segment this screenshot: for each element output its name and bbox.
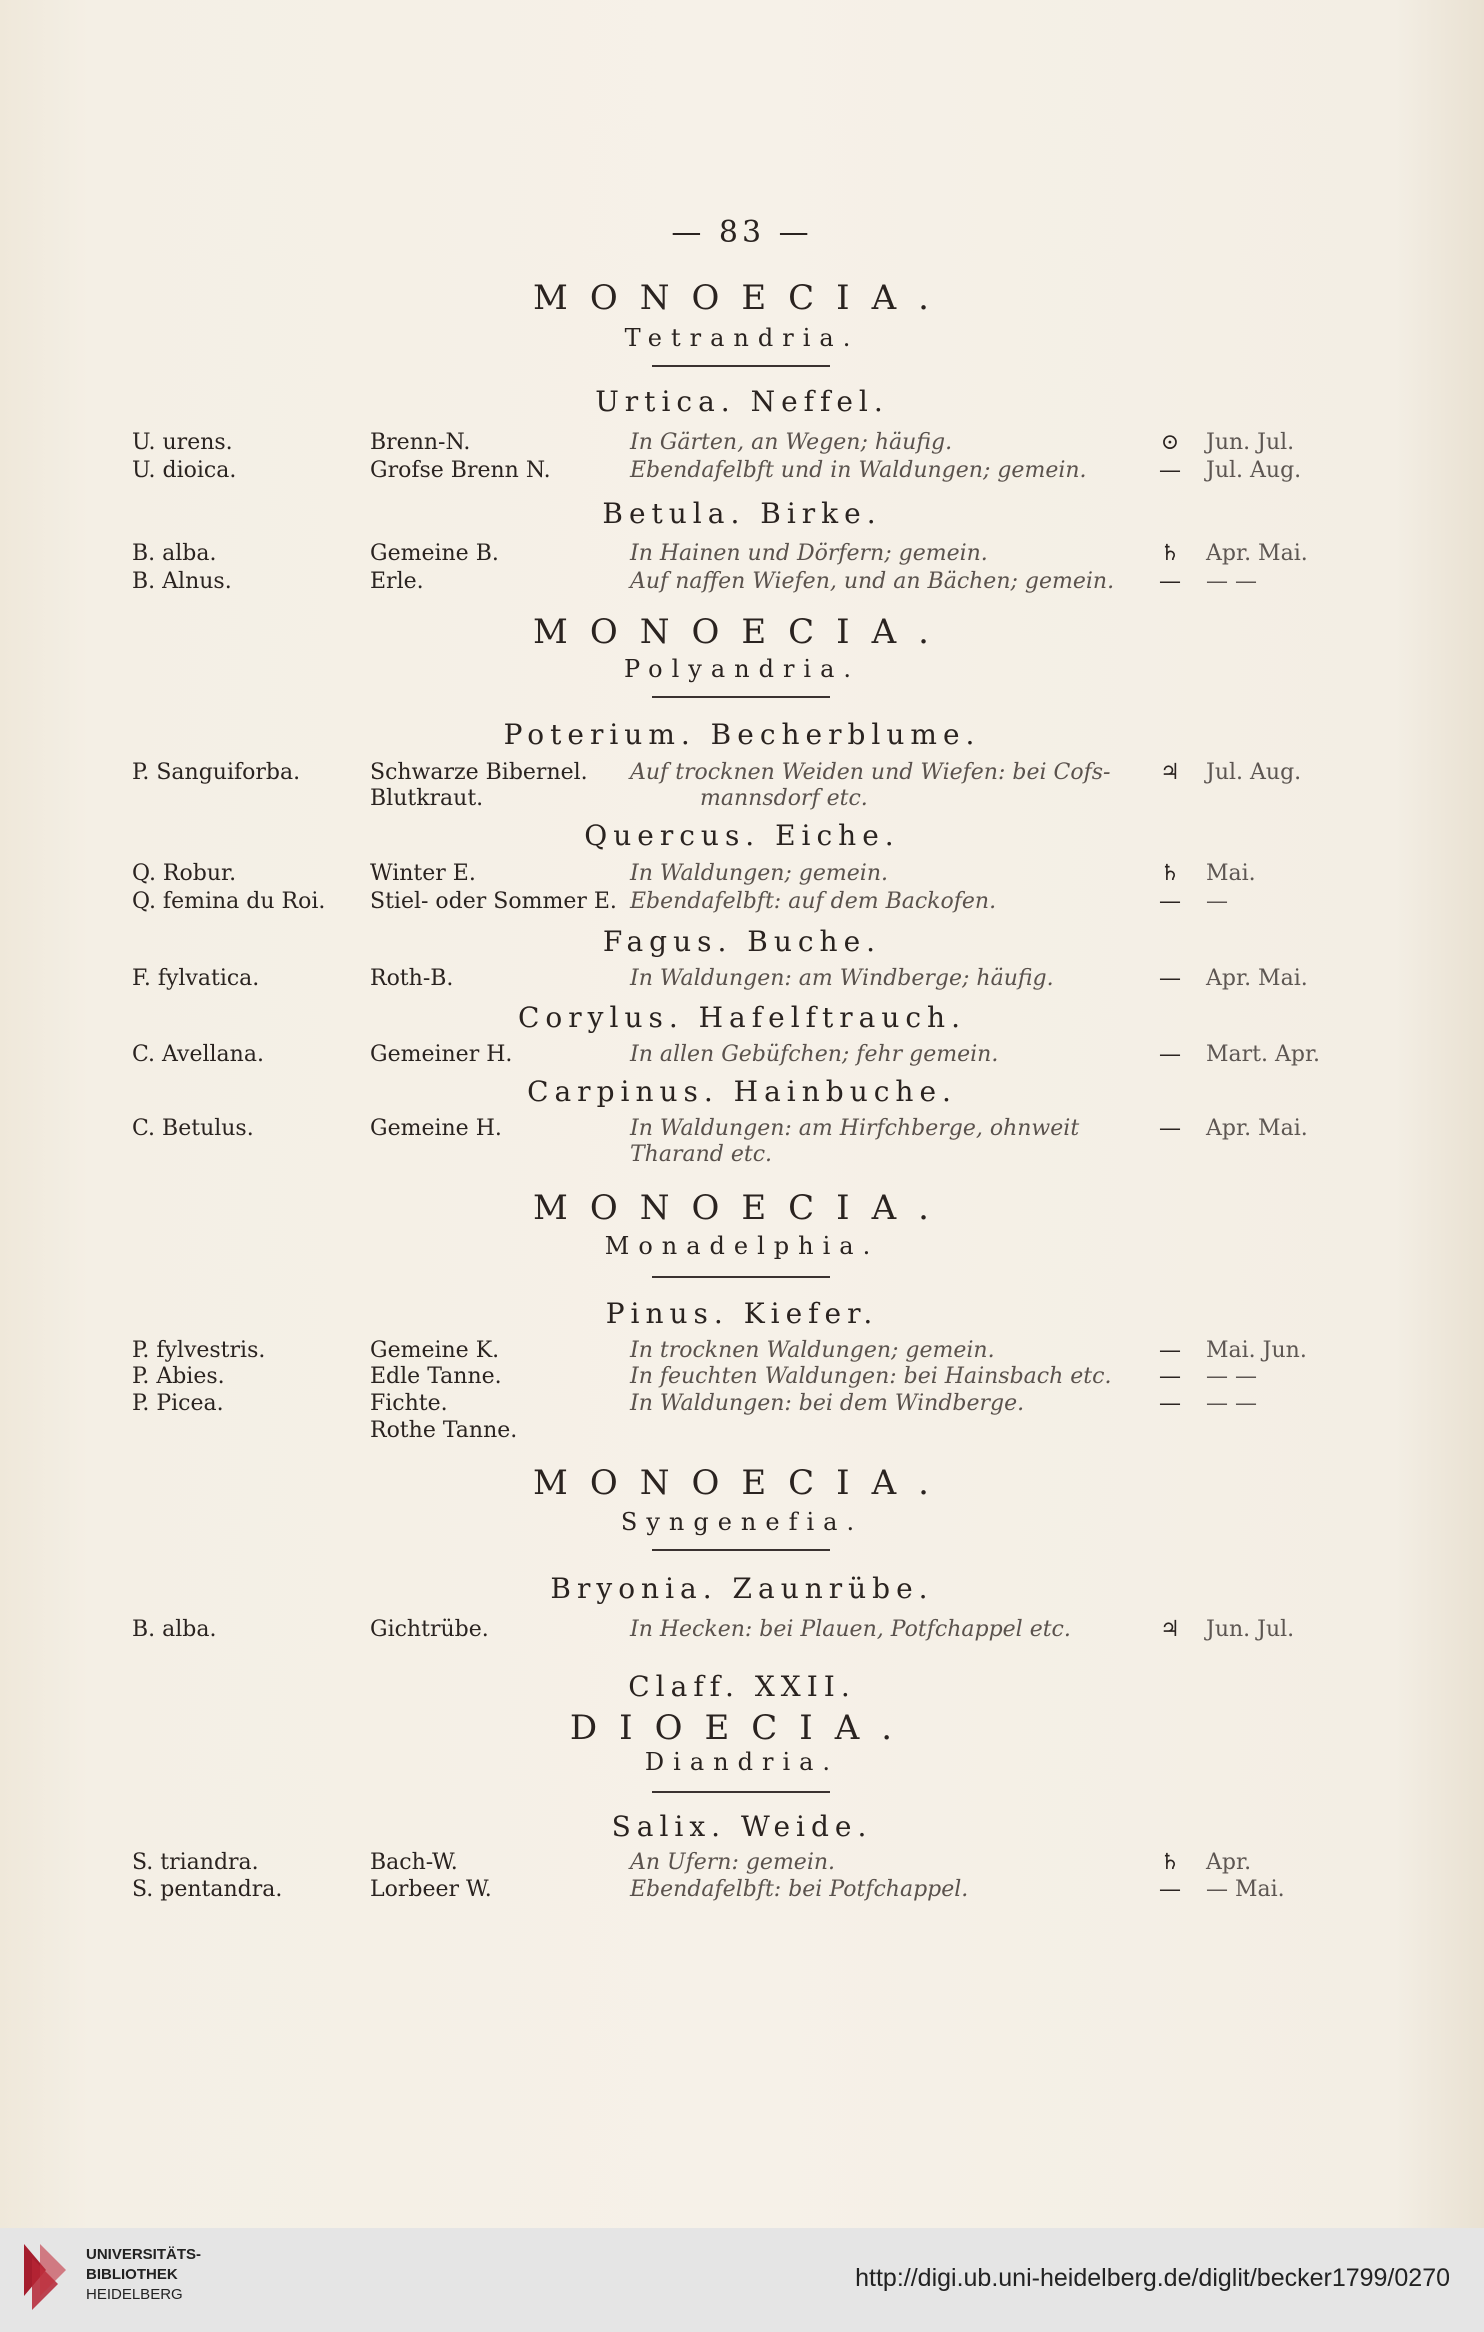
habitat: In feuchten Waldungen: bei Hainsbach etc. [630,1364,1112,1389]
divider-rule [652,1549,830,1551]
german-name: Gemeine H. [370,1116,502,1141]
latin-name: B. Alnus. [132,569,232,594]
species-row [0,1391,1484,1421]
species-row [0,889,1484,919]
duration-symbol: — [1159,1877,1181,1902]
latin-name: C. Avellana. [132,1042,264,1067]
habitat: In allen Gebüfchen; fehr gemein. [630,1042,999,1067]
habitat: Auf naffen Wiefen, und an Bächen; gemein. [630,569,1115,594]
flowering-months: Apr. Mai. [1206,966,1308,991]
order-heading: Polyandria. [623,655,861,683]
duration-symbol: — [1159,1116,1181,1141]
duration-symbol: — [1159,1338,1181,1363]
institution-name-line1: UNIVERSITÄTS- [86,2246,202,2263]
habitat: Ebendafelbft: bei Potfchappel. [630,1877,969,1902]
institution-name-line3: HEIDELBERG [86,2286,183,2303]
german-name-alt: Blutkraut. [370,786,484,811]
flowering-months: Mart. Apr. [1206,1042,1321,1067]
latin-name: Q. Robur. [132,861,237,886]
duration-symbol: ♃ [1160,760,1180,785]
duration-symbol: — [1159,458,1181,483]
latin-name: S. triandra. [132,1850,259,1875]
order-heading: Tetrandria. [624,324,860,352]
genus-heading: Urtica. Neffel. [595,385,889,418]
habitat: In Waldungen: bei dem Windberge. [630,1391,1025,1416]
flowering-months: — [1206,889,1228,914]
flowering-months: Jun. Jul. [1206,430,1295,455]
duration-symbol: ♄ [1160,1850,1180,1875]
habitat: In Waldungen: am Hirfchberge, ohnweit [630,1116,1080,1141]
german-name: Winter E. [370,861,476,886]
german-name: Schwarze Bibernel. [370,760,588,785]
german-name: Brenn-N. [370,430,471,455]
duration-symbol: ♃ [1160,1617,1180,1642]
class-heading: MONOECIA. [533,278,951,318]
order-heading: Diandria. [644,1748,840,1776]
permalink-url[interactable]: http://digi.ub.uni-heidelberg.de/diglit/becker1799/0270 [855,2264,1450,2292]
german-name: Gichtrübe. [370,1617,489,1642]
genus-heading: Carpinus. Hainbuche. [527,1075,957,1108]
class-heading: DIOECIA. [569,1708,915,1748]
habitat: In Waldungen; gemein. [630,861,888,886]
habitat: Auf trocknen Weiden und Wiefen: bei Cofs- [630,760,1111,785]
species-row [0,966,1484,996]
latin-name: P. Abies. [132,1364,225,1389]
flowering-months: — — [1206,1364,1257,1389]
order-heading: Syngenefia. [620,1508,864,1536]
latin-name: C. Betulus. [132,1116,254,1141]
species-row-continuation [0,1418,1484,1448]
genus-heading: Pinus. Kiefer. [605,1297,879,1330]
species-row [0,1850,1484,1880]
genus-heading: Corylus. Hafelftrauch. [518,1001,966,1034]
duration-symbol: — [1159,889,1181,914]
habitat: In Hecken: bei Plauen, Potfchappel etc. [630,1617,1071,1642]
habitat-continued: mannsdorf etc. [700,786,868,811]
latin-name: P. fylvestris. [132,1338,266,1363]
species-row [0,861,1484,891]
genus-heading: Quercus. Eiche. [584,819,900,852]
german-name: Gemeiner H. [370,1042,513,1067]
divider-rule [652,696,830,698]
divider-rule [652,1276,830,1278]
class-heading: MONOECIA. [533,1188,951,1228]
german-name: Gemeine K. [370,1338,500,1363]
species-row-continuation [0,786,1484,816]
habitat: Ebendafelbft und in Waldungen; gemein. [630,458,1087,483]
flowering-months: — Mai. [1206,1877,1285,1902]
institution-name-line2: BIBLIOTHEK [86,2266,178,2283]
duration-symbol: — [1159,1042,1181,1067]
species-row [0,541,1484,571]
german-name: Lorbeer W. [370,1877,492,1902]
latin-name: F. fylvatica. [132,966,260,991]
flowering-months: Mai. Jun. [1206,1338,1307,1363]
german-name: Bach-W. [370,1850,458,1875]
genus-heading: Poterium. Becherblume. [503,718,981,751]
divider-rule [652,365,830,367]
species-row [0,1617,1484,1647]
species-row [0,430,1484,460]
latin-name: S. pentandra. [132,1877,283,1902]
flowering-months: Jun. Jul. [1206,1617,1295,1642]
duration-symbol: ♄ [1160,541,1180,566]
page-number: — 83 — [671,215,813,250]
flowering-months: Jul. Aug. [1206,458,1302,483]
species-row [0,1364,1484,1394]
library-logo-icon[interactable] [18,2240,74,2312]
duration-symbol: — [1159,1364,1181,1389]
flowering-months: — — [1206,1391,1257,1416]
duration-symbol: ♄ [1160,861,1180,886]
flowering-months: — — [1206,569,1257,594]
habitat: An Ufern: gemein. [630,1850,836,1875]
flowering-months: Mai. [1206,861,1256,886]
habitat-continued: Tharand etc. [630,1142,773,1167]
german-name-alt: Rothe Tanne. [370,1418,518,1443]
genus-heading: Betula. Birke. [602,497,882,530]
class-heading: MONOECIA. [533,612,951,652]
species-row [0,1042,1484,1072]
flowering-months: Apr. Mai. [1206,1116,1308,1141]
latin-name: P. Sanguiforba. [132,760,301,785]
habitat: Ebendafelbft: auf dem Backofen. [630,889,997,914]
species-row-continuation [0,1142,1484,1172]
latin-name: Q. femina du Roi. [132,889,326,914]
latin-name: B. alba. [132,541,217,566]
german-name: Grofse Brenn N. [370,458,551,483]
latin-name: U. urens. [132,430,233,455]
latin-name: B. alba. [132,1617,217,1642]
duration-symbol: — [1159,569,1181,594]
duration-symbol: ⊙ [1160,430,1180,455]
german-name: Erle. [370,569,424,594]
latin-name: P. Picea. [132,1391,224,1416]
german-name: Roth-B. [370,966,454,991]
duration-symbol: — [1159,966,1181,991]
divider-rule [652,1791,830,1793]
habitat: In Gärten, an Wegen; häufig. [630,430,953,455]
order-heading: Monadelphia. [604,1232,880,1260]
habitat: In Hainen und Dörfern; gemein. [630,541,988,566]
habitat: In trocknen Waldungen; gemein. [630,1338,995,1363]
flowering-months: Apr. Mai. [1206,541,1308,566]
duration-symbol: — [1159,1391,1181,1416]
german-name: Edle Tanne. [370,1364,502,1389]
species-row [0,1877,1484,1907]
latin-name: U. dioica. [132,458,237,483]
classis-label: Claff. XXII. [628,1670,856,1703]
genus-heading: Bryonia. Zaunrübe. [550,1572,934,1605]
german-name: Stiel- oder Sommer E. [370,889,617,914]
class-heading: MONOECIA. [533,1463,951,1503]
flowering-months: Jul. Aug. [1206,760,1302,785]
german-name: Fichte. [370,1391,448,1416]
habitat: In Waldungen: am Windberge; häufig. [630,966,1054,991]
genus-heading: Fagus. Buche. [602,925,882,958]
german-name: Gemeine B. [370,541,499,566]
genus-heading: Salix. Weide. [611,1810,873,1843]
flowering-months: Apr. [1206,1850,1252,1875]
species-row [0,458,1484,488]
species-row [0,569,1484,599]
